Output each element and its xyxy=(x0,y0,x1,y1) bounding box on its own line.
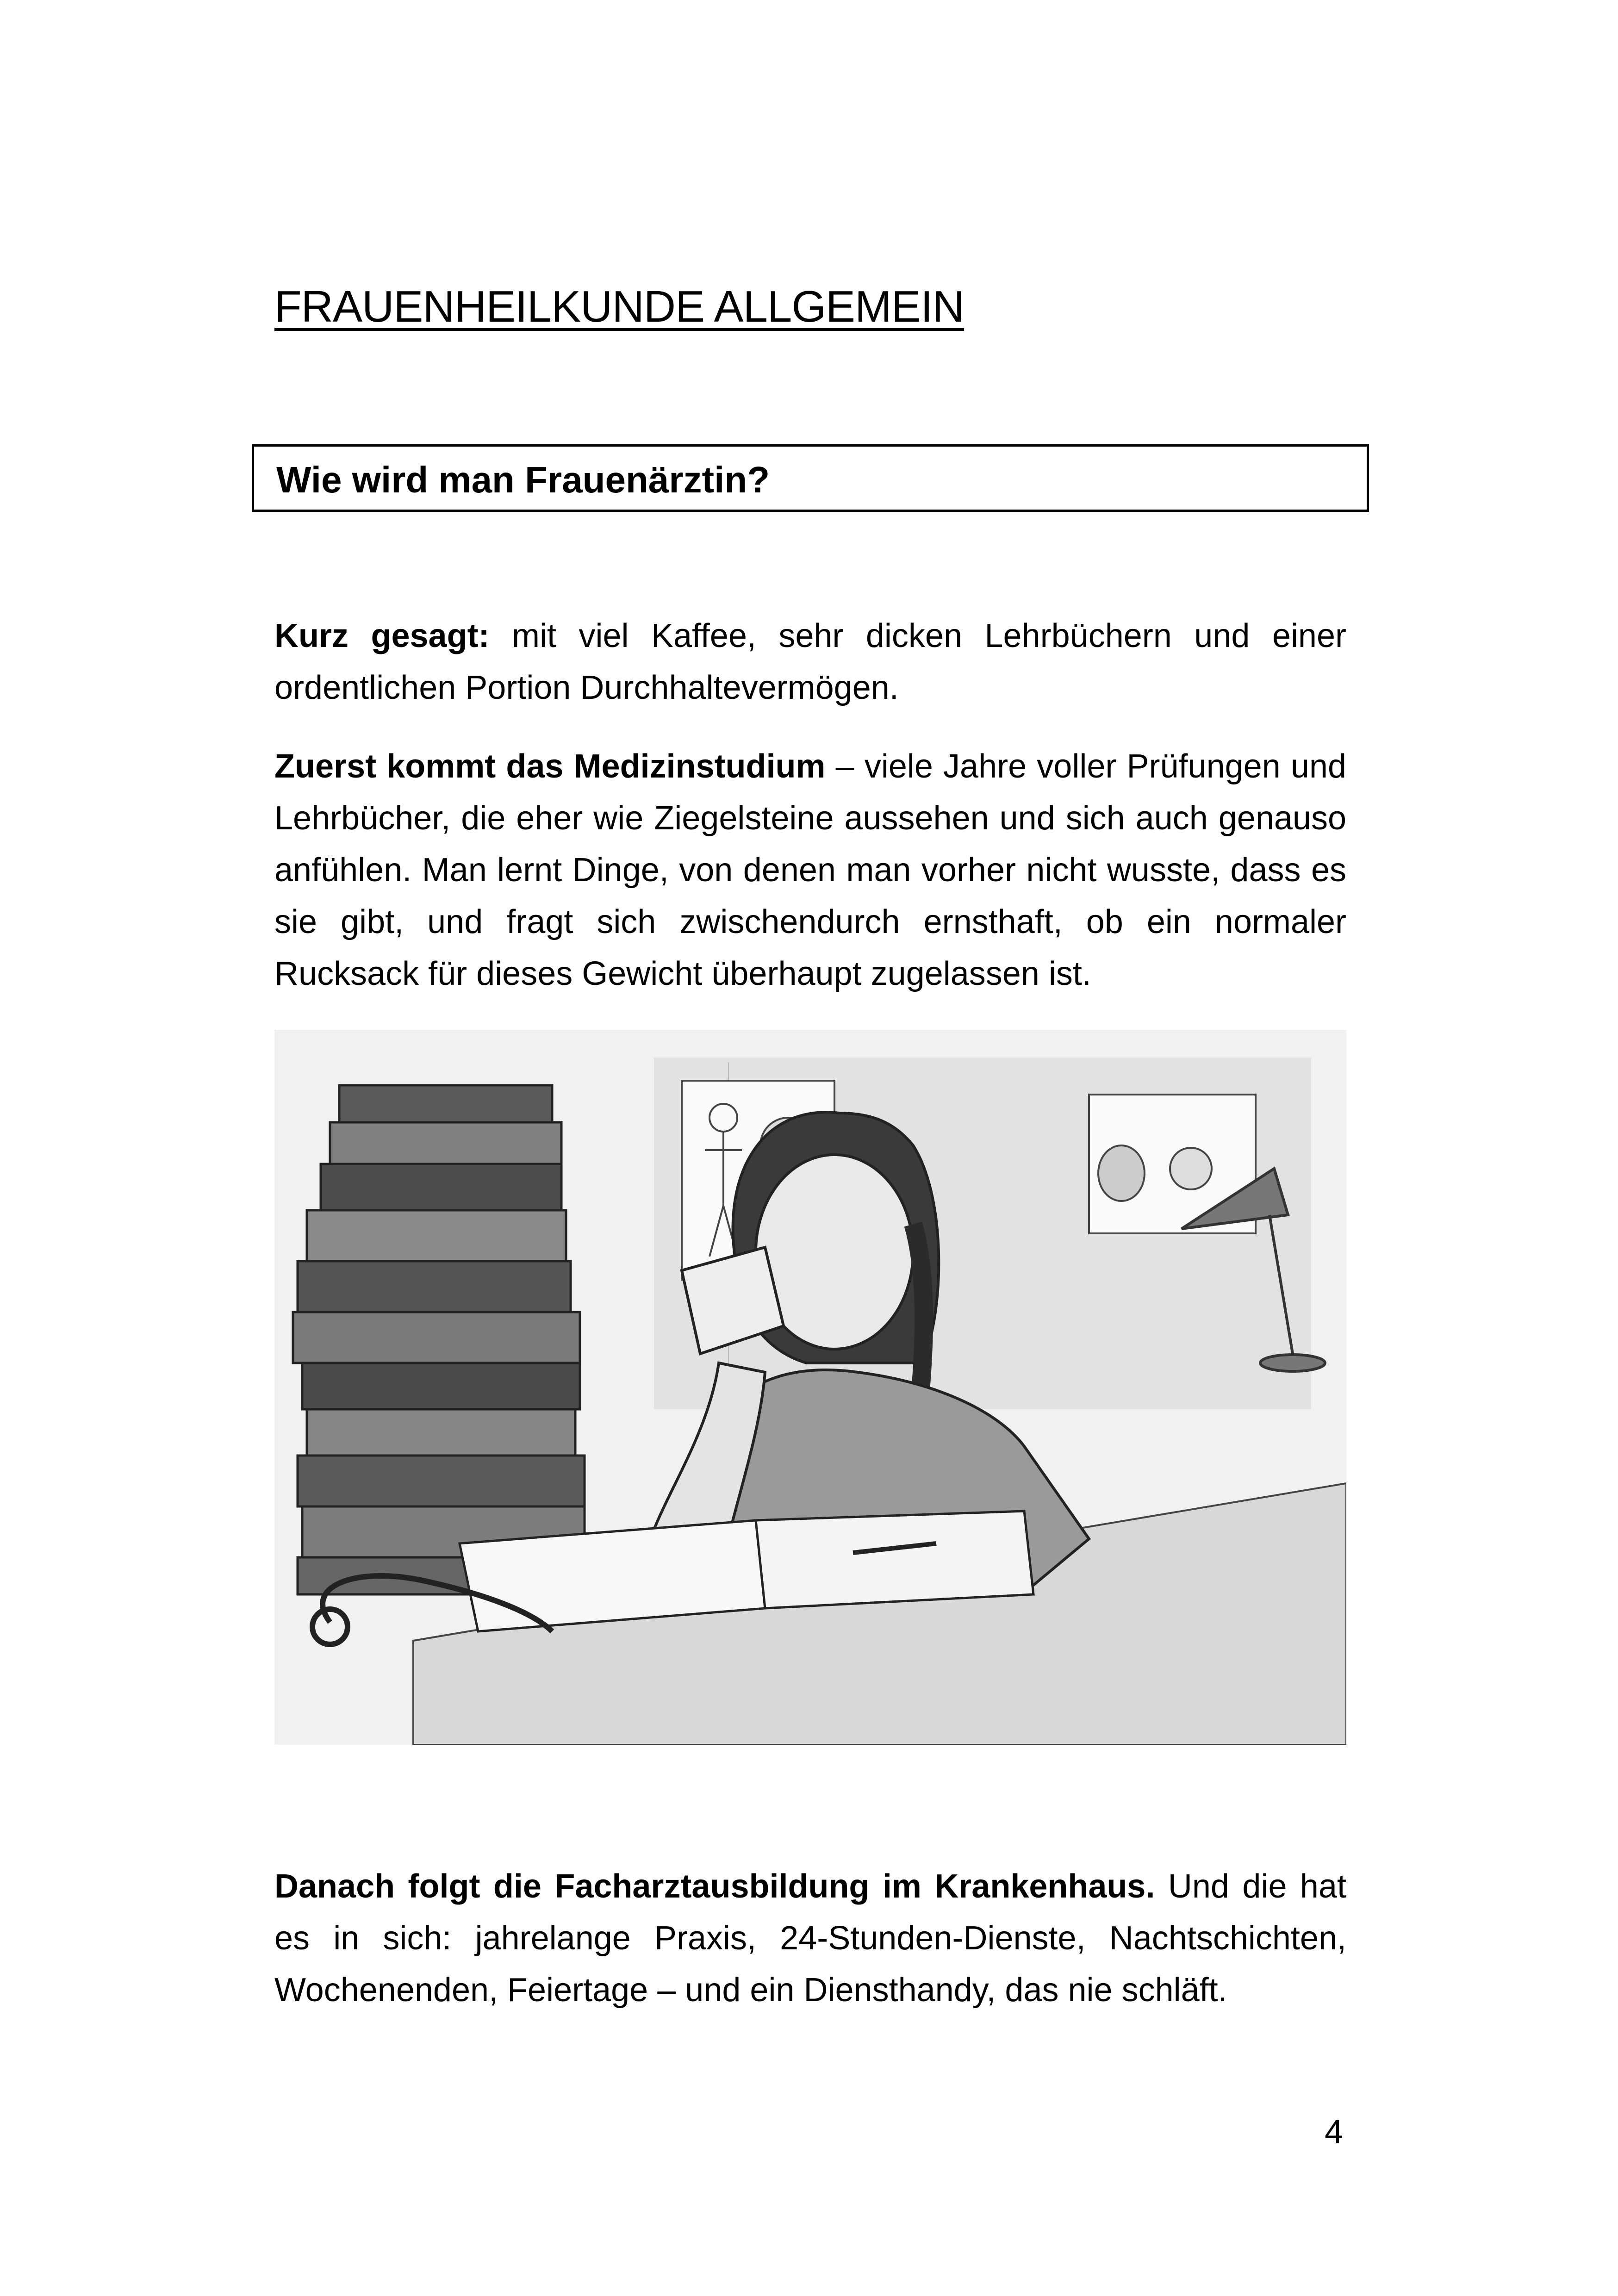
paragraph-short-answer xyxy=(274,610,1346,714)
paragraph-text: Und die hat es in sich: jahrelange Praxis, 24-Stunden-Dienste, Nachtschichten, Wochenenden, Feiertage – und ein Diensthandy, das nie schläft. xyxy=(274,1868,1347,2009)
paragraph-lead: Kurz gesagt: xyxy=(274,617,490,654)
paragraph-medical-studies xyxy=(274,740,1346,1000)
paragraph-lead: Zuerst kommt das Medizinstudium xyxy=(274,748,826,785)
paragraph-text: mit viel Kaffee, sehr dicken Lehrbüchern und einer ordentlichen Portion Durchhaltevermögen. xyxy=(274,617,1346,706)
student-with-coffee-and-books-illustration xyxy=(274,1030,1346,1745)
paragraph-specialist-training xyxy=(274,1860,1346,2016)
page-title: FRAUENHEILKUNDE ALLGEMEIN xyxy=(274,282,965,331)
section-heading: Wie wird man Frauenärztin? xyxy=(276,459,770,500)
section-heading-box xyxy=(252,444,1369,512)
paragraph-text: – viele Jahre voller Prüfungen und Lehrbücher, die eher wie Ziegelsteine aussehen und sich auch genauso anfühlen. Man lernt Dinge, von denen man vorher nicht wusste, dass es sie gibt, und fragt sich zwischendurch ernsthaft, ob ein normaler Rucksack für dieses Gewicht überhaupt zugelassen ist. xyxy=(274,748,1346,992)
page-number: 4 xyxy=(1325,2114,1344,2151)
book-stack xyxy=(293,1085,585,1594)
paragraph-lead: Danach folgt die Facharztausbildung im Krankenhaus. xyxy=(274,1868,1155,1905)
